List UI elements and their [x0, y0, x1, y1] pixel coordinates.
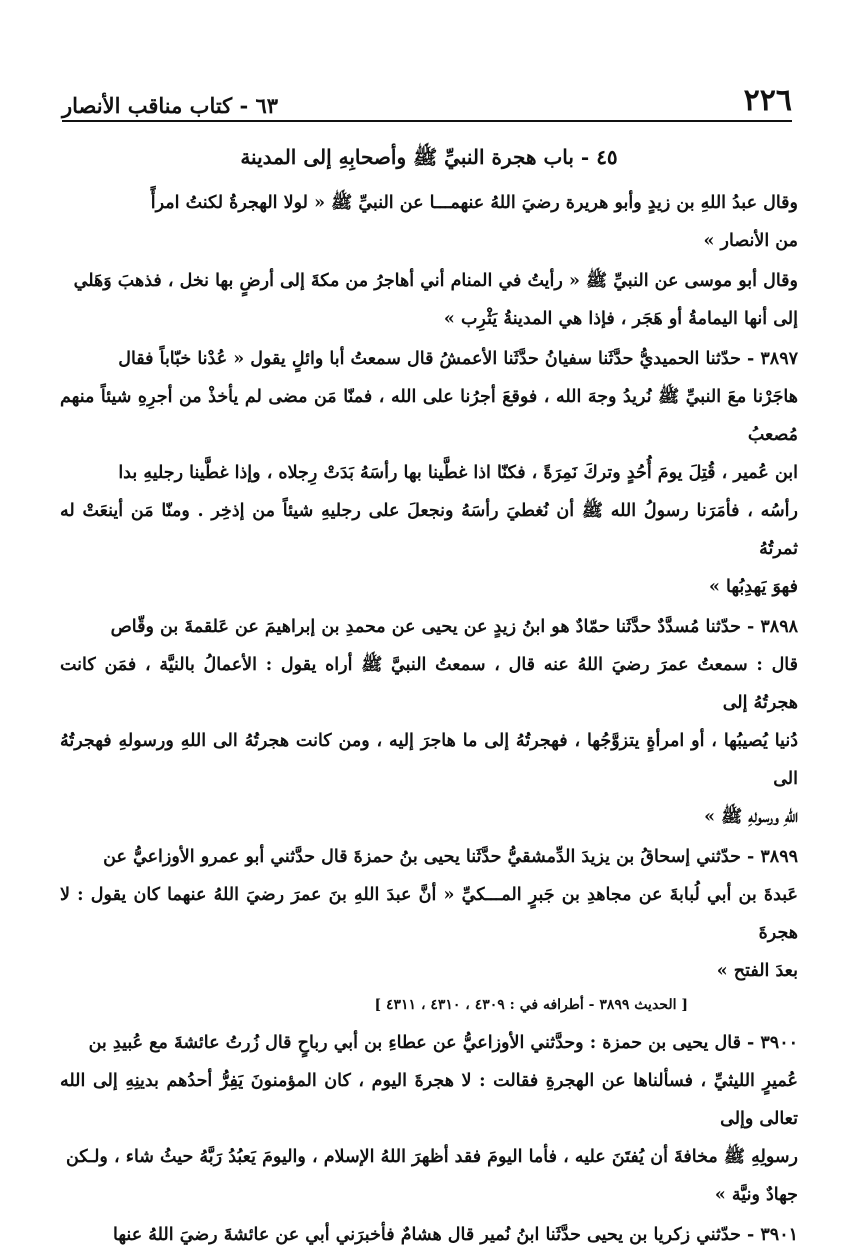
text-line: من الأنصار »	[703, 231, 798, 251]
text-line: عُميرٍ الليثيِّ ، فسألناها عن الهجرةِ فقالت : لا هجرةَ اليوم ، كان المؤمنونَ يَفِرُّ أحدُهم بدينِهِ إلى الله تعالى وإلى	[60, 1071, 798, 1129]
paragraph-ibn-zayd	[60, 184, 798, 260]
page-body	[60, 140, 798, 1256]
hadith-3897	[60, 340, 798, 606]
running-header	[62, 78, 792, 122]
text-line: دُنيا يُصيبُها ، أو امرأةٍ يتزوَّجُها ، فهجرتُهُ إلى ما هاجرَ إليه ، ومن كانت هجرتُهُ الى اللهِ ورسولهِ فهجرتُهُ الى	[60, 731, 798, 789]
hadith-3898	[60, 608, 798, 836]
text-line: ابن عُمير ، قُتِلَ يومَ أُحُدٍ وتركَ نَمِرَةً ، فكنّا اذا غطَّينا بها رأسَهُ بَدَتْ رِجلاه ، وإذا غطَّينا رجليهِ بدا	[118, 463, 798, 483]
running-title: ٦٣ - كتاب مناقب الأنصار	[62, 93, 279, 118]
text-line: ٣٨٩٩ - حدّثني إسحاقُ بن يزيدَ الدِّمشقيُّ حدَّثَنا يحيى بنُ حمزةَ قال حدَّثني أبو عمرو الأوزاعيُّ عن	[103, 847, 798, 867]
text-line: ٣٨٩٨ - حدّثنا مُسدَّدٌ حدَّثَنا حمّادٌ هو ابنُ زيدٍ عن يحيى عن محمدِ بن إبراهيمَ عن عَلقمةَ بن وقّاص	[110, 617, 798, 637]
text-line: وقال عبدُ اللهِ بن زيدٍ وأبو هريرة رضيَ اللهُ عنهمـــا عن النبيِّ ﷺ « لولا الهجرةُ لكنتُ امرأً	[150, 193, 798, 213]
text-line: وقال أبو موسى عن النبيِّ ﷺ « رأيتُ في المنام أني أهاجرُ من مكةَ إلى أرضٍ بها نخل ، فذهبَ وَهَلي	[73, 271, 798, 291]
hadith-3900	[60, 1024, 798, 1214]
text-line: ٣٩٠١ - حدّثني زكريا بن يحيى حدَّثَنا ابنُ نُمير قال هشامٌ فأخبرَني أبي عن عائشةَ رضيَ اللهُ عنها	[113, 1225, 798, 1245]
text-line: بعدَ الفتح »	[716, 961, 798, 981]
text-line: إلى أنها اليمامةُ أو هَجَر ، فإذا هي المدينةُ يَثْرِب »	[443, 309, 798, 329]
chapter-heading: ٤٥ - باب هجرة النبيِّ ﷺ وأصحابِهِ إلى المدينة	[240, 145, 618, 169]
paragraph-abu-musa	[60, 262, 798, 338]
text-line: رأسُه ، فأمَرَنا رسولُ الله ﷺ أن نُغطيَ رأسَهُ ونجعلَ على رجليهِ شيئاً من إذخِر . ومنّا مَن أينعَتْ له ثمرتُهُ	[60, 501, 798, 559]
text-line: ٣٩٠٠ - قال يحيى بن حمزة : وحدَّثني الأوزاعيُّ عن عطاءِ بن أبي رباحٍ قال زُرتُ عائشةَ مع عُبيدِ بن	[88, 1033, 798, 1053]
text-line: رسولِهِ ﷺ مخافةَ أن يُفتَنَ عليه ، فأما اليومَ فقد أظهرَ اللهُ الإسلام ، واليومَ يَعبُدُ رَبَّهُ حيثُ شاء ، ولـكن	[65, 1147, 798, 1167]
cross-reference-note: [ الحديث ٣٨٩٩ - أطرافه في : ٤٣٠٩ ، ٤٣١٠ ، ٤٣١١ ]	[374, 997, 688, 1013]
text-line: عَبدةَ بن أبي لُبابةَ عن مجاهدِ بن جَبرٍ المـــكيِّ « أنَّ عبدَ اللهِ بنَ عمرَ رضيَ اللهُ عنهما كان يقول : لا هجرةَ	[60, 885, 798, 943]
hadith-3899	[60, 838, 798, 1020]
text-line: قال : سمعتُ عمرَ رضيَ اللهُ عنه قال ، سمعتُ النبيَّ ﷺ أراه يقول : الأعمالُ بالنيَّة ، فمَن كانت هجرتُهُ إلى	[60, 655, 798, 713]
text-line: اللهِ ورسولهِ ﷺ »	[704, 807, 798, 827]
page-number: ٢٢٦	[743, 83, 792, 118]
text-line: فهوَ يَهدِبُها »	[709, 577, 798, 597]
text-line: جهادٌ ونيَّة »	[714, 1185, 798, 1205]
text-line: هاجَرْنا معَ النبيِّ ﷺ نُريدُ وجهَ الله ، فوقعَ أجرُنا على الله ، فمنّا مَن مضى لم يأخذْ من أجرِهِ شيئاً منهم مُصعبُ	[60, 387, 798, 445]
hadith-3901	[60, 1216, 798, 1254]
text-line: ٣٨٩٧ - حدّثنا الحميديُّ حدَّثَنا سفيانُ حدَّثَنا الأعمشُ قال سمعتُ أبا وائلٍ يقول « عُدْنا خبّاباً فقال	[118, 349, 798, 369]
